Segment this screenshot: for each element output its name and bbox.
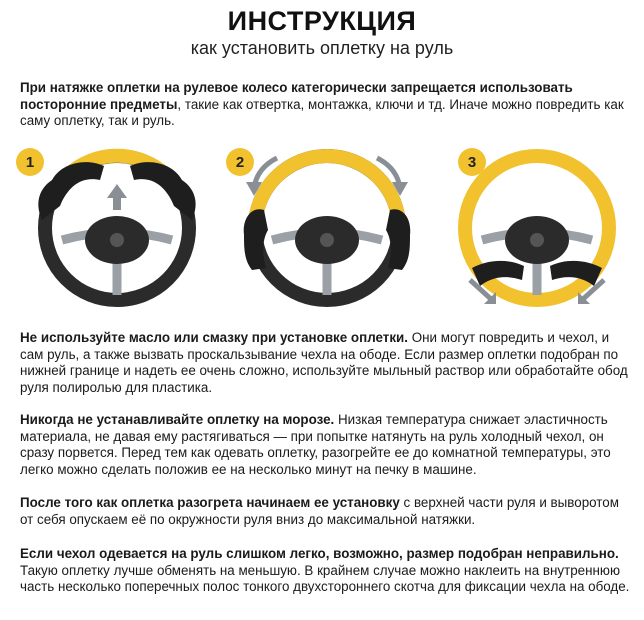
step-1-illustration [12,140,222,315]
up-arrow-icon [107,184,127,210]
step-3-illustration [432,140,642,315]
page-subtitle: как установить оплетку на руль [190,38,454,58]
step-number: 3 [467,154,477,171]
section-installation [20,495,630,528]
section-oil-warning [20,330,630,396]
step-2-illustration [222,140,432,315]
section-size-note [20,546,630,596]
section-text: Такую оплетку лучше обменять на меньшую. В крайнем случае можно наклеить на внутреннюю часть несколько поперечных полос тонкого двухстороннего скотча для фиксации чехла на ободе. [20,562,630,594]
step-number: 1 [25,154,35,171]
wheel-logo [320,233,334,247]
left-hand-icon [38,162,104,220]
section-heading: После того как оплетка разогрета начинаем ее установку [20,495,400,510]
step-number: 2 [235,154,245,171]
intro-paragraph [20,80,630,130]
section-heading: Если чехол одевается на руль слишком легко, возможно, размер подобран неправильно. [20,546,619,561]
steering-wheel-step-2-icon [222,140,432,315]
wheel-logo [110,233,124,247]
section-text: Они могут повредить и чехол, и сам руль, а также вызвать проскальзывание чехла на ободе. Если размер оплетки подобран по нижней границе и надеть ее очень сложно, используйте мыльный раствор или обработайте обод руля полиролью для пластика. [20,330,628,395]
steering-wheel-step-3-icon [432,140,642,315]
section-cold-warning [20,412,630,478]
intro-text: , такие как отвертка, монтажка, ключи и тд. Иначе можно повредить как саму оплетку, так и руль. [20,96,624,128]
intro-bold: При натяжке оплетки на рулевое колесо категорически запрещается использовать посторонние предметы [20,80,573,112]
section-text: с верхней части руля и выворотом от себя опускаем её по окружности руля вниз до максимальной натяжки. [20,495,619,527]
page-title: ИНСТРУКЦИЯ [227,6,417,36]
steering-wheel-step-1-icon [12,140,222,315]
right-hand-icon [130,162,196,220]
section-heading: Никогда не устанавливайте оплетку на морозе. [20,412,335,427]
section-text: Низкая температура снижает эластичность материала, не давая ему растягиваться — при попытке натянуть на руль холодный чехол, он сразу порвется. Перед тем как одевать оплетку, разогрейте ее до комнатной температуры, это легко можно сделать положив ее на несколько минут на печку в машине. [20,412,611,477]
section-heading: Не используйте масло или смазку при установке оплетки. [20,330,409,345]
wheel-logo [530,233,544,247]
